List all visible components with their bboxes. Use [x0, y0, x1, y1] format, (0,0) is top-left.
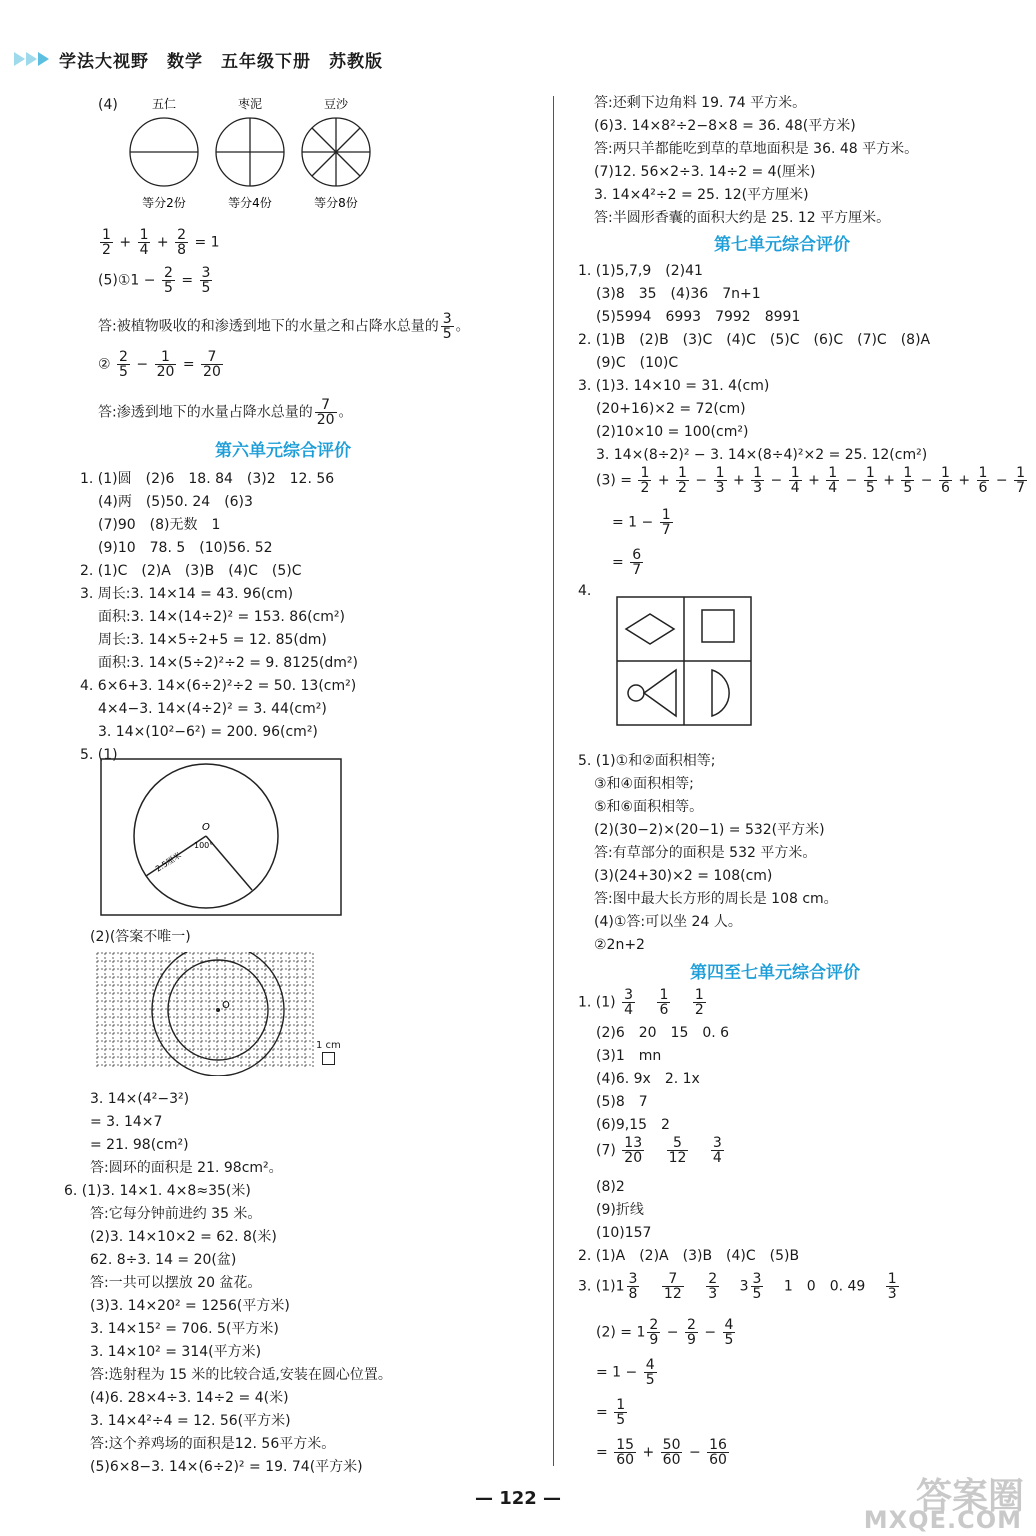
calc-line: 3. 14×10² = 314(平方米)	[90, 1344, 262, 1360]
r-line: 答:两只羊都能吃到草的草地面积是 36. 48 平方米。	[594, 141, 919, 157]
tele-result-1: = 1 − $\frac{1}{7}$	[612, 507, 671, 538]
q5-2-equation: ② $\frac{2}{5}$ − $\frac{1}{20}$ = $\frac{7}{20}$	[98, 349, 221, 380]
calc-line: = 3. 14×7	[90, 1114, 163, 1130]
calc-line: 答:一共可以摆放 20 盆花。	[90, 1275, 262, 1291]
sec7b-line: (3)(24+30)×2 = 108(cm)	[594, 868, 773, 884]
s47-l12: 3. (1)1 $\frac{3}{8}$ $\frac{7}{12}$ $\frac{2}{3}$ 3 $\frac{3}{5}$ 1 0 0. 49 $\frac{1}{3}$	[578, 1271, 897, 1302]
grid-circles-figure	[96, 952, 344, 1076]
r-line: 答:半圆形香囊的面积大约是 25. 12 平方厘米。	[594, 210, 891, 226]
calc-line: 答:选射程为 15 米的比较合适,安装在圆心位置。	[90, 1367, 392, 1383]
calc-line: 答:圆环的面积是 21. 98cm²。	[90, 1160, 283, 1176]
sec7b-line: ②2n+2	[594, 937, 645, 953]
calc-line: (2)3. 14×10×2 = 62. 8(米)	[90, 1229, 277, 1245]
sec6-line: 1. (1)圆 (2)6 18. 84 (3)2 12. 56	[80, 471, 335, 487]
s47-l1: 1. (1) $\frac{3}{4}$ $\frac{1}{6}$ $\frac{1}{2}$	[578, 987, 704, 1018]
section47-title: 第四至七单元综合评价	[690, 963, 860, 983]
tele-result-2: = $\frac{6}{7}$	[612, 547, 642, 578]
r-line: (7)12. 56×2÷3. 14÷2 = 4(厘米)	[594, 164, 816, 180]
tele-fraction: $\frac{1}{6}$	[978, 465, 988, 496]
grid-center-label: O	[222, 1000, 230, 1011]
s47-l7: (7) $\frac{13}{20}$ $\frac{5}{12}$ $\frac{3}{4}$	[596, 1135, 722, 1166]
circle3-bottom-label: 等分8份	[314, 196, 358, 210]
tele-fraction: $\frac{1}{7}$	[1016, 465, 1026, 496]
calc-line: (4)6. 28×4÷3. 14÷2 = 4(米)	[90, 1390, 289, 1406]
sec7b-line: ③和④面积相等;	[594, 776, 694, 792]
tele-fraction: $\frac{1}{5}$	[903, 465, 913, 496]
header-arrows-icon	[14, 52, 49, 66]
triangle-shape	[644, 670, 676, 716]
calc-line: (5)6×8−3. 14×(6÷2)² = 19. 74(平方米)	[90, 1459, 363, 1475]
circle-eighths	[302, 118, 370, 186]
s47-line: (8)2	[596, 1179, 625, 1195]
circle-quarters	[216, 118, 284, 186]
tele-operator: −	[841, 472, 862, 489]
s47-line: 2. (1)A (2)A (3)B (4)C (5)B	[578, 1248, 800, 1264]
sec6-line: (4)两 (5)50. 24 (6)3	[98, 494, 253, 510]
circle-halves	[130, 118, 198, 186]
circle2-top-label: 枣泥	[237, 97, 263, 111]
tele-operator: +	[878, 472, 900, 489]
s47-l14: = 1 − $\frac{4}{5}$	[596, 1357, 655, 1388]
tele-fraction: $\frac{1}{6}$	[940, 465, 950, 496]
sec7b-line: (2)(30−2)×(20−1) = 532(平方米)	[594, 822, 825, 838]
sec7-line: (9)C (10)C	[596, 355, 679, 371]
calc-line: 3. 14×15² = 706. 5(平方米)	[90, 1321, 279, 1337]
angle-label: 100°	[194, 841, 214, 850]
sec6-line: 5. (1)	[80, 747, 118, 763]
telescoping-sum	[596, 466, 1029, 495]
sec6-line: (9)10 78. 5 (10)56. 52	[98, 540, 273, 556]
circle1-top-label: 五仁	[151, 97, 177, 111]
tele-operator: −	[916, 472, 937, 489]
sec7-line: (2)10×10 = 100(cm²)	[596, 424, 749, 440]
sec7b-line: 5. (1)①和②面积相等;	[578, 753, 716, 769]
q5-equation: (5)①1 − $\frac{2}{5}$ = $\frac{3}{5}$	[98, 265, 211, 296]
s47-line: (9)折线	[596, 1202, 644, 1218]
answer-2: 答:渗透到地下的水量占降水总量的 $\frac{7}{20}$ 。	[98, 397, 353, 428]
s47-line: (4)6. 9x 2. 1x	[596, 1071, 700, 1087]
header-title: 学法大视野 数学 五年级下册 苏教版	[59, 51, 383, 72]
right-column	[578, 92, 1026, 1482]
r-line: 3. 14×4²÷2 = 25. 12(平方厘米)	[594, 187, 809, 203]
r-line: (6)3. 14×8²÷2−8×8 = 36. 48(平方米)	[594, 118, 856, 134]
s47-line: (6)9,15 2	[596, 1117, 670, 1133]
left-column	[60, 92, 530, 1482]
s47-line: (2)6 20 15 0. 6	[596, 1025, 730, 1041]
s47-l16: = $\frac{15}{60}$ + $\frac{50}{60}$ − $\frac{16}{60}$	[596, 1437, 727, 1468]
tele-prefix: (3) =	[596, 472, 633, 489]
center-o-label: O	[202, 822, 210, 833]
sec7b-line: ⑤和⑥面积相等。	[594, 799, 704, 815]
sec7-line: 1. (1)5,7,9 (2)41	[578, 263, 703, 279]
tele-operator: −	[766, 472, 787, 489]
column-divider	[553, 96, 554, 1466]
square-shape	[702, 610, 734, 642]
calc-line: 答:这个养鸡场的面积是12. 56平方米。	[90, 1436, 336, 1452]
q4-equation: $\frac{1}{2}$ + $\frac{1}{4}$ + $\frac{2}{8}$ = 1	[102, 227, 220, 258]
sec7b-line: (4)①答:可以坐 24 人。	[594, 914, 742, 930]
sec6-line: 3. 周长:3. 14×14 = 43. 96(cm)	[80, 586, 294, 602]
q4-right-label: 4.	[578, 583, 592, 599]
tele-operator: +	[953, 472, 975, 489]
calc-line: 62. 8÷3. 14 = 20(盆)	[90, 1252, 237, 1268]
unit-square	[322, 1052, 335, 1065]
s47-line: (3)1 mn	[596, 1048, 662, 1064]
page-header	[14, 44, 383, 74]
page-number: — 122 —	[474, 1488, 562, 1509]
sec7b-line: 答:有草部分的面积是 532 平方米。	[594, 845, 817, 861]
answer-1: 答:被植物吸收的和渗透到地下的水量之和占降水总量的 $\frac{3}{5}$ 。	[98, 311, 470, 342]
tele-fraction: $\frac{1}{5}$	[865, 465, 875, 496]
section6-title: 第六单元综合评价	[215, 441, 351, 461]
watermark-logo: 答案圈	[915, 1476, 1024, 1517]
sec6-line: (7)90 (8)无数 1	[98, 517, 221, 533]
sec6-line: 面积:3. 14×(5÷2)²÷2 = 9. 8125(dm²)	[98, 655, 358, 671]
sec6-line: 4×4−3. 14×(4÷2)² = 3. 44(cm²)	[98, 701, 327, 717]
sec6-line: 面积:3. 14×(14÷2)² = 153. 86(cm²)	[98, 609, 345, 625]
circle3-top-label: 豆沙	[323, 97, 349, 111]
tele-operator: +	[803, 472, 825, 489]
sec6-line: 4. 6×6+3. 14×(6÷2)²÷2 = 50. 13(cm²)	[80, 678, 357, 694]
calc-line: 答:它每分钟前进约 35 米。	[90, 1206, 262, 1222]
sec7b-line: 答:图中最大长方形的周长是 108 cm。	[594, 891, 838, 907]
s47-l15: = $\frac{1}{5}$	[596, 1397, 626, 1428]
sec7-line: (3)8 35 (4)36 7n+1	[596, 286, 761, 302]
tele-fraction: $\frac{1}{4}$	[790, 465, 800, 496]
shapes-grid-figure	[616, 596, 752, 726]
tele-operator: +	[653, 472, 675, 489]
calc-line: 3. 14×(4²−3²)	[90, 1091, 190, 1107]
sec6-line: 周长:3. 14×5÷2+5 = 12. 85(dm)	[98, 632, 327, 648]
semicircle-shape	[712, 670, 729, 716]
tele-fraction: $\frac{1}{2}$	[678, 465, 687, 496]
calc-line: 3. 14×4²÷4 = 12. 56(平方米)	[90, 1413, 291, 1429]
calc-line: 6. (1)3. 14×1. 4×8≈35(米)	[64, 1183, 251, 1199]
sec7-line: (5)5994 6993 7992 8991	[596, 309, 801, 325]
s47-l13: (2) = 1 $\frac{2}{9}$ − $\frac{2}{9}$ − $\frac{4}{5}$	[596, 1317, 734, 1348]
calc-line: = 21. 98(cm²)	[90, 1137, 189, 1153]
small-circle-shape	[628, 685, 644, 701]
circles-figure	[128, 92, 388, 216]
s47-line: (5)8 7	[596, 1094, 648, 1110]
s47-line: (10)157	[596, 1225, 652, 1241]
tele-fraction: $\frac{1}{4}$	[828, 465, 838, 496]
tele-fraction: $\frac{1}{3}$	[715, 465, 725, 496]
sec7-line: (20+16)×2 = 72(cm)	[596, 401, 746, 417]
q4-label: (4)	[98, 97, 118, 113]
circle1-bottom-label: 等分2份	[142, 196, 186, 210]
q5-2-label: (2)(答案不唯一)	[90, 929, 191, 945]
calc-line: (3)3. 14×20² = 1256(平方米)	[90, 1298, 290, 1314]
tele-fraction: $\frac{1}{3}$	[753, 465, 763, 496]
sec7-line: 3. 14×(8÷2)² − 3. 14×(8÷4)²×2 = 25. 12(cm²)	[596, 447, 928, 463]
radius-label: 2.5厘米	[153, 850, 183, 874]
tele-fraction: $\frac{1}{2}$	[640, 465, 650, 496]
tele-operator: −	[991, 472, 1013, 489]
circle2-bottom-label: 等分4份	[228, 196, 272, 210]
circle-sector-figure	[100, 758, 344, 918]
watermark-url: MXQE.COM	[863, 1506, 1022, 1534]
r-line: 答:还剩下边角料 19. 74 平方米。	[594, 95, 807, 111]
tele-operator: −	[690, 472, 712, 489]
unit-label: 1 cm	[316, 1040, 341, 1051]
section7-title: 第七单元综合评价	[714, 235, 850, 255]
rhombus-shape	[626, 614, 674, 644]
tele-operator: +	[728, 472, 750, 489]
sec6-line: 2. (1)C (2)A (3)B (4)C (5)C	[80, 563, 302, 579]
sec6-line: 3. 14×(10²−6²) = 200. 96(cm²)	[98, 724, 318, 740]
sec7-line: 3. (1)3. 14×10 = 31. 4(cm)	[578, 378, 770, 394]
sec7-line: 2. (1)B (2)B (3)C (4)C (5)C (6)C (7)C (8)A	[578, 332, 931, 348]
